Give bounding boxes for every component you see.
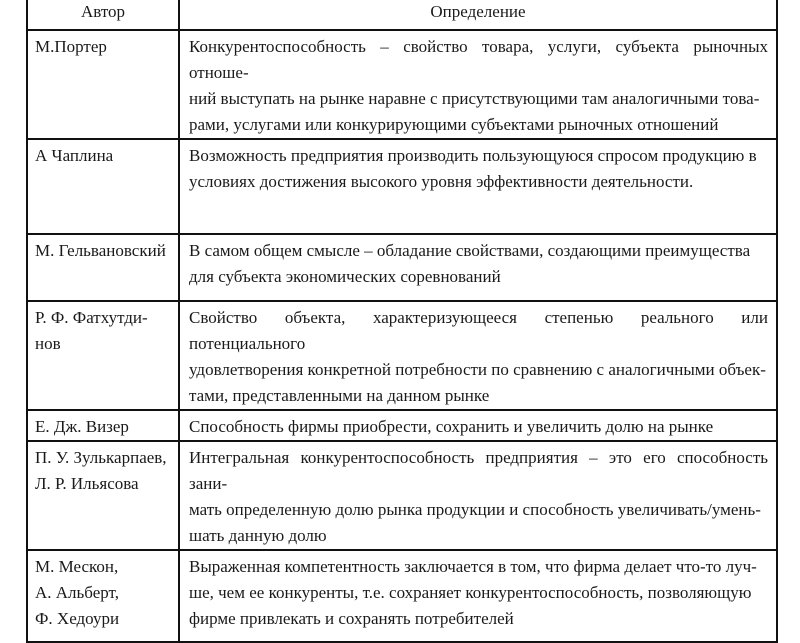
definition-cell: Конкурентоспособность – свойство товара, услуги, субъекта рыночных отноше- ний выступать на рынке наравне с присутствующими там аналогичными това- рами, услугами или конкурирующими субъектами рыночных отношений — [179, 30, 777, 139]
author-cell: М. Гельвановский — [27, 234, 179, 301]
definitions-table — [26, 0, 778, 643]
table-row — [27, 139, 777, 234]
definition-cell: Выраженная компетентность заключается в том, что фирма делает что-то луч- ше, чем ее конкуренты, т.е. сохраняет конкурентоспособность, позволяющую фирме привлекать и сохранять потребителей — [179, 550, 777, 642]
definition-cell: Возможность предприятия производить пользующуюся спросом продукцию в условиях достижения высокого уровня эффективности деятельности. — [179, 139, 777, 234]
author-cell: Р. Ф. Фатхутди- нов — [27, 301, 179, 410]
author-cell: М.Портер — [27, 30, 179, 139]
definition-cell: Способность фирмы приобрести, сохранить и увеличить долю на рынке — [179, 410, 777, 441]
header-definition: Определение — [179, 0, 777, 30]
definition-cell: В самом общем смысле – обладание свойствами, создающими преимущества для субъекта экономических соревнований — [179, 234, 777, 301]
table-row — [27, 234, 777, 301]
table-row — [27, 441, 777, 550]
author-cell: М. Мескон, А. Альберт, Ф. Хедоури — [27, 550, 179, 642]
author-cell: Е. Дж. Визер — [27, 410, 179, 441]
header-author: Автор — [27, 0, 179, 30]
table-row — [27, 30, 777, 139]
table-row — [27, 550, 777, 642]
table-row — [27, 301, 777, 410]
definition-cell: Интегральная конкурентоспособность предприятия – это его способность зани- мать определенную долю рынка продукции и способность увеличивать/умень- шать данную долю — [179, 441, 777, 550]
definition-cell: Свойство объекта, характеризующееся степенью реального или потенциального удовлетворения конкретной потребности по сравнению с аналогичными объек- тами, представленными на данном рынке — [179, 301, 777, 410]
author-cell: А Чаплина — [27, 139, 179, 234]
table-header-row — [27, 0, 777, 30]
author-cell: П. У. Зулькарпаев, Л. Р. Ильясова — [27, 441, 179, 550]
table-row — [27, 410, 777, 441]
